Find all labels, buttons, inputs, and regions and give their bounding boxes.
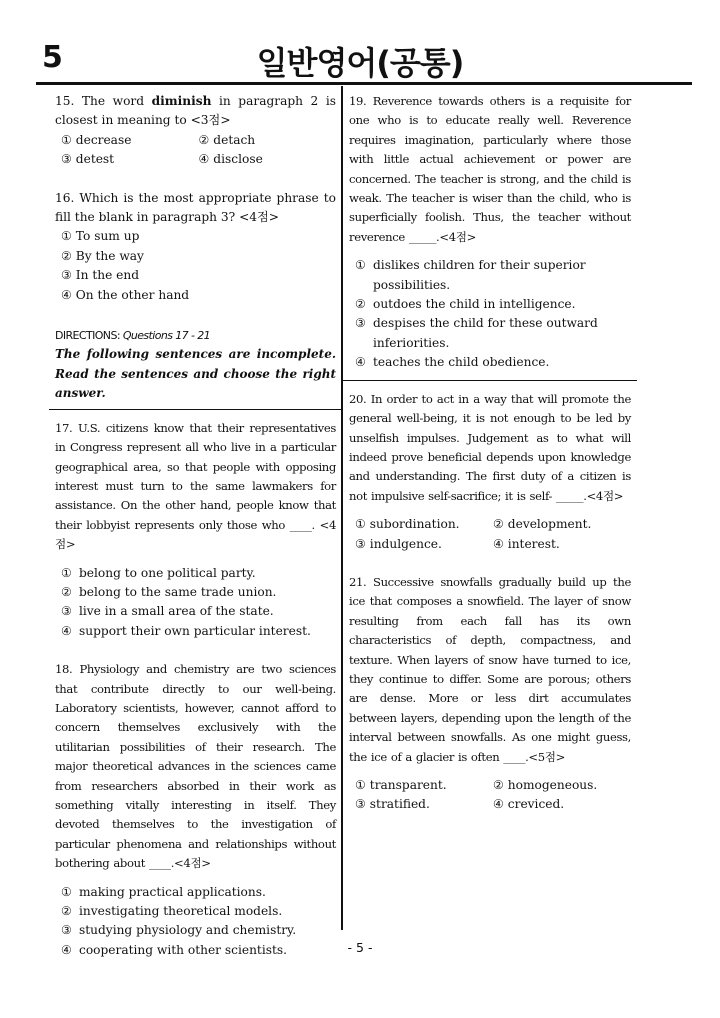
q21-option-1[interactable]: ① transparent. bbox=[355, 778, 447, 792]
question-15-stem-pre: 15. The word bbox=[55, 94, 152, 108]
option-number: ③ bbox=[61, 604, 72, 619]
page-number: 5 bbox=[42, 40, 62, 75]
subject-title: 일반영어(공통) bbox=[256, 44, 464, 82]
option-text: live in a small area of the state. bbox=[79, 604, 274, 619]
question-15 bbox=[55, 92, 336, 170]
question-20-stem: 20. In order to act in a way that will promote the general well-being, it is not enough to be led by unselfish impulses. Judgement as to what will indeed prove beneficial depends upon knowledge and understanding. The first duty of a citizen is not impulsive self-sacrifice; it is self- _____.<4점> bbox=[349, 391, 631, 503]
q21-option-4[interactable]: ④ creviced. bbox=[493, 797, 565, 812]
option-text: studying physiology and chemistry. bbox=[79, 923, 297, 938]
option-text: teaches the child obedience. bbox=[373, 355, 550, 370]
q19-option-4[interactable] bbox=[355, 353, 631, 372]
question-16 bbox=[55, 189, 336, 305]
directions-label: DIRECTIONS: bbox=[55, 329, 123, 343]
q16-option-1[interactable]: ① To sum up bbox=[61, 229, 140, 244]
q16-option-2[interactable]: ② By the way bbox=[61, 248, 144, 263]
question-17-stem: 17. U.S. citizens know that their representatives in Congress represent all who live in a particular geographical area, so that people with opposing interest must turn to the same lawmakers for assistance. On the other hand, people know that their lobbyist represents only those who ____. <4점> bbox=[55, 420, 336, 552]
option-number: ③ bbox=[61, 923, 72, 938]
question-20 bbox=[349, 390, 631, 554]
option-number: ② bbox=[61, 584, 72, 599]
question-21-stem: 21. Successive snowfalls gradually build up the ice that composes a snowfield. The layer of snow resulting from each fall has its own characteristics of depth, compactness, and texture. When layers of snow have turned to ice, they continue to differ. Some are porous; others are dense. More or less dirt accumulates between layers, depending upon the length of the interval between snowfalls. As one might guess, the ice of a glacier is often ____.<5점> bbox=[349, 574, 631, 764]
q21-option-3[interactable]: ③ stratified. bbox=[355, 797, 430, 812]
option-number: ④ bbox=[355, 355, 366, 370]
option-number: ① bbox=[61, 884, 72, 899]
option-number: ② bbox=[61, 904, 72, 919]
question-17 bbox=[55, 419, 336, 641]
question-21 bbox=[349, 573, 631, 815]
left-column bbox=[55, 92, 336, 960]
option-number: ② bbox=[355, 297, 366, 312]
option-text: despises the child for these outward inferiorities. bbox=[373, 316, 598, 350]
question-15-stem-post: in paragraph 2 is closest in meaning to <3점> bbox=[55, 94, 336, 128]
option-number: ① bbox=[61, 565, 72, 580]
target-word: diminish bbox=[151, 94, 212, 108]
option-text: cooperating with other scientists. bbox=[79, 942, 287, 957]
q18-option-1[interactable] bbox=[61, 883, 336, 902]
question-18-stem: 18. Physiology and chemistry are two sciences that contribute directly to our well-being. Laboratory scientists, however, cannot afford to concern themselves exclusively with the utilitarian possibilities of their research. The major theoretical advances in the sciences came from researchers absorbed in their work as something vitally interesting in itself. They devoted themselves to the investigation of particular phenomena and relationships without bothering about ____.<4점> bbox=[55, 662, 336, 871]
q15-option-1[interactable]: ① decrease bbox=[61, 132, 132, 147]
q18-option-2[interactable] bbox=[61, 902, 336, 921]
question-19 bbox=[349, 92, 631, 373]
question-19-stem: 19. Reverence towards others is a requisite for one who is to educate really well. Reverence requires imagination, particularly where those with little actual achievement or power are concerned. The teacher is strong, and the child is weak. The teacher is wiser than the child, who is superficially foolish. Thus, the teacher without reverence _____.<4점> bbox=[349, 94, 631, 244]
option-number: ① bbox=[355, 258, 366, 273]
option-number: ④ bbox=[61, 623, 72, 638]
option-text: support their own particular interest. bbox=[79, 623, 311, 638]
question-18 bbox=[55, 660, 336, 960]
directions-questions: Questions 17 - 21 bbox=[122, 329, 211, 343]
option-text: dislikes children for their superior possibilities. bbox=[373, 258, 586, 292]
directions-text: The following sentences are incomplete. Read the sentences and choose the right answer. bbox=[55, 347, 336, 401]
q15-option-4[interactable]: ④ disclose bbox=[198, 152, 263, 167]
q19-option-3[interactable] bbox=[355, 314, 631, 353]
q15-option-3[interactable]: ③ detest bbox=[61, 152, 115, 167]
directions bbox=[55, 326, 336, 404]
column-divider bbox=[341, 86, 343, 930]
q19-option-1[interactable] bbox=[355, 256, 631, 295]
right-column bbox=[349, 92, 631, 815]
q15-option-2[interactable]: ② detach bbox=[198, 132, 256, 147]
q17-option-4[interactable] bbox=[61, 622, 336, 641]
q21-option-2[interactable]: ② homogeneous. bbox=[493, 778, 598, 792]
option-text: belong to the same trade union. bbox=[79, 584, 277, 599]
q20-option-3[interactable]: ③ indulgence. bbox=[355, 536, 442, 551]
option-text: outdoes the child in intelligence. bbox=[373, 297, 576, 312]
question-16-stem: 16. Which is the most appropriate phrase to fill the blank in paragraph 3? <4점> bbox=[55, 190, 336, 225]
option-text: belong to one political party. bbox=[79, 565, 256, 580]
q17-option-1[interactable] bbox=[61, 564, 336, 583]
option-number: ④ bbox=[61, 942, 72, 957]
option-number: ③ bbox=[355, 316, 366, 331]
q18-option-3[interactable] bbox=[61, 921, 336, 940]
question-15-stem bbox=[55, 92, 336, 131]
page-footer: - 5 - bbox=[347, 940, 373, 955]
q20-option-1[interactable]: ① subordination. bbox=[355, 517, 460, 532]
q16-option-3[interactable]: ③ In the end bbox=[61, 268, 140, 283]
option-text: investigating theoretical models. bbox=[79, 904, 283, 919]
q20-option-2[interactable]: ② development. bbox=[493, 517, 592, 532]
q16-option-4[interactable]: ④ On the other hand bbox=[61, 287, 190, 302]
option-text: making practical applications. bbox=[79, 884, 266, 899]
header-rule bbox=[36, 82, 692, 85]
q20-option-4[interactable]: ④ interest. bbox=[493, 536, 560, 551]
q19-option-2[interactable] bbox=[355, 295, 631, 314]
q17-option-3[interactable] bbox=[61, 602, 336, 621]
q17-option-2[interactable] bbox=[61, 583, 336, 602]
